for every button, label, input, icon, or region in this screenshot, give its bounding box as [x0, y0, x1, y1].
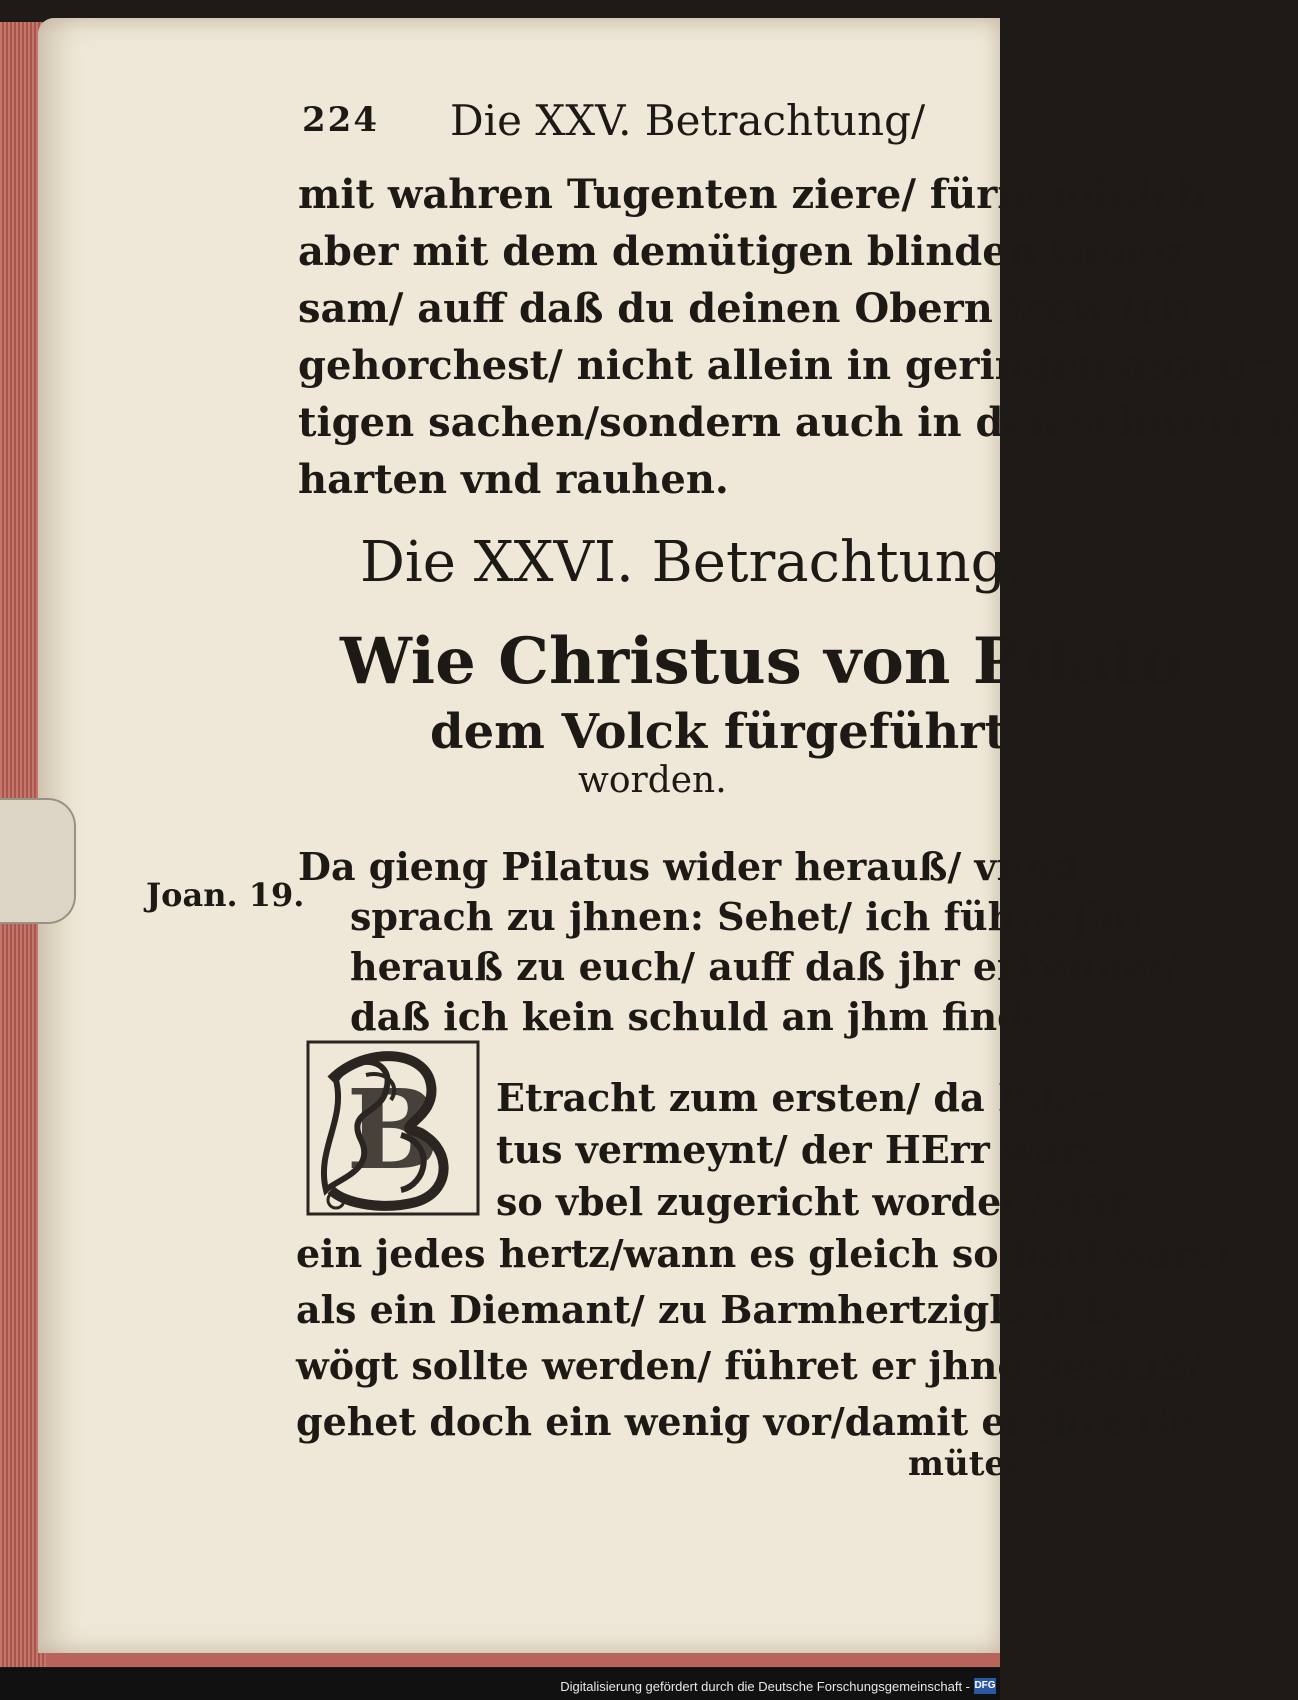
paragraph-2-opening	[496, 1072, 1136, 1228]
quote-line: sprach zu jhnen: Sehet/ ich führe jhn	[350, 894, 1142, 939]
dfg-logo-icon: DFG	[974, 1678, 996, 1694]
quote-line: daß ich kein schuld an jhm finde.	[350, 994, 1062, 1039]
text-line: harten vnd rauhen.	[298, 456, 729, 503]
subheading-line-3: worden.	[578, 760, 727, 801]
catchword: müter	[908, 1444, 1024, 1484]
footer-bar	[0, 1668, 1000, 1700]
paragraph-1	[298, 166, 1298, 508]
text-line: mit wahren Tugenten ziere/ fürnemblich	[298, 171, 1206, 218]
text-line: gehorchest/ nicht allein in geringen anmü=	[298, 342, 1281, 389]
text-line: aber mit dem demütigen blinden Gehor=	[298, 228, 1221, 275]
text-line: sam/ auff daß du deinen Obern trewlich	[298, 285, 1190, 332]
scripture-quote	[298, 842, 1178, 1042]
subheading-line-1: Wie Christus von Pilato	[340, 624, 1184, 699]
page-number: 224	[302, 100, 379, 140]
running-head: Die XXV. Betrachtung/	[450, 96, 926, 145]
subheading-line-2: dem Volck fürgeführt	[430, 704, 1007, 760]
text-line: als ein Diemant/ zu Barmhertzigkeit be=	[296, 1287, 1168, 1332]
text-line: ein jedes hertz/wann es gleich so hart wäre/	[296, 1231, 1231, 1276]
section-title: Die XXVI. Betrachtung.	[360, 530, 1025, 595]
margin-note: Joan. 19.	[146, 876, 305, 914]
text-line: Etracht zum ersten/ da Pila=	[496, 1075, 1112, 1120]
decorated-initial	[306, 1040, 480, 1216]
bookmark-tab	[0, 798, 76, 924]
text-line: tus vermeynt/ der HErr wäre	[496, 1127, 1105, 1172]
text-line: gehet doch ein wenig vor/damit er jhre Ge=	[296, 1399, 1227, 1444]
text-line: tigen sachen/sondern auch in den schweren/	[298, 399, 1298, 446]
text-line: wögt sollte werden/ führet er jhne herauß/	[296, 1343, 1202, 1388]
quote-line: Da gieng Pilatus wider herauß/ vnnd	[298, 844, 1079, 889]
quote-line: herauß zu euch/ auff daß jhr erkennet/	[350, 944, 1179, 989]
initial-letter: B	[346, 1065, 440, 1194]
text-line: so vbel zugericht worden/ daß	[496, 1179, 1137, 1224]
footer-credit: Digitalisierung gefördert durch die Deutsche Forschungsgemeinschaft -	[560, 1679, 970, 1694]
paragraph-2	[296, 1226, 1230, 1450]
